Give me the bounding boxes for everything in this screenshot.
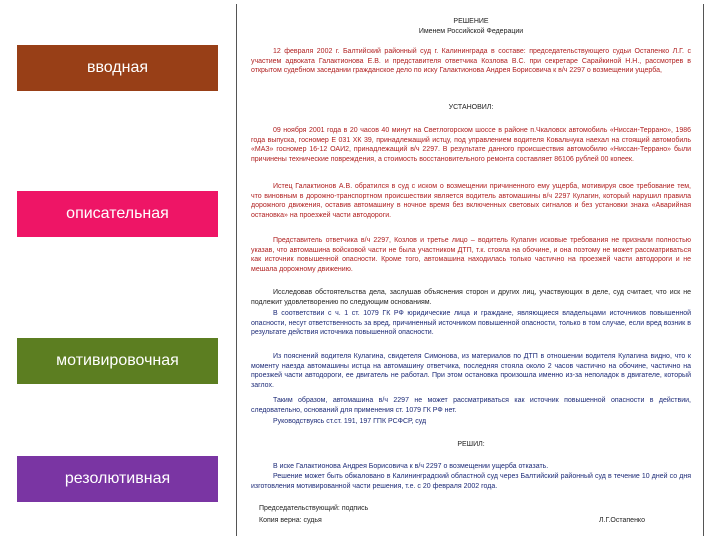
motivational-paragraph-4: Таким образом, автомашина в/ч 2297 не может рассматриваться как источник повышенной опасности в действии, следовательно, оснований для применения ст. 1079 ГК РФ нет. bbox=[251, 397, 691, 414]
resolutive-paragraph-2: Решение может быть обжаловано в Калининградский областной суд через Балтийский районный суд в течение 10 дней со дня изготовления мотивированной части решения, т.е. с 20 февраля 2002 года. bbox=[251, 473, 691, 490]
motivational-paragraph-5: Руководствуясь ст.ст. 191, 197 ГПК РСФСР, суд bbox=[273, 418, 427, 425]
signature-copy: Копия верна: судья bbox=[259, 517, 322, 524]
reshil-heading: РЕШИЛ: bbox=[457, 441, 485, 448]
section-label-descriptive: описательная bbox=[17, 191, 218, 237]
descriptive-paragraph-2: Истец Галактионов А.В. обратился в суд с иском о возмещении причиненного ему ущерба, мотивируя свое требование тем, что виновным в дорожно-транспортном происшествии является водитель автомашины в/ч 2297 Кулагин, который нарушил правила дорожного движения, оставив автомашину в ночное время без включенных световых сигналов и без установки знака «Аварийная остановка» на проезжей части автодороги. bbox=[251, 183, 691, 219]
signature-judge-name: Л.Г.Остапенко bbox=[599, 517, 645, 524]
section-label-resolutive: резолютивная bbox=[17, 456, 218, 502]
signature-presiding: Председательствующий: подпись bbox=[259, 505, 369, 512]
doc-subtitle: Именем Российской Федерации bbox=[418, 28, 524, 35]
motivational-paragraph-1: Исследовав обстоятельства дела, заслушав объяснения сторон и других лиц, участвующих в деле, суд считает, что иск не подлежит удовлетворению по следующим основаниям. bbox=[251, 289, 691, 306]
descriptive-paragraph-1: 09 ноября 2001 года в 20 часов 40 минут на Светлогорском шоссе в районе п.Чкаловск автомобиль «Ниссан-Террано», 1986 года выпуска, госномер Е 031 ХК 39, принадлежащий истцу, под управлением водителя Ковальчука наехал на стоящий автомобиль «МАЗ» госномер 16-12 ОАИ2, принадлежащий в/ч 2297. В результате данного происшествия автомобилю «Ниссан-Террано» были причинены технические повреждения, а стоимость восстановительного ремонта составляет 86106 рублей 00 копеек. bbox=[251, 127, 691, 163]
resolutive-paragraph-1: В иске Галактионова Андрея Борисовича к в/ч 2297 о возмещении ущерба отказать. bbox=[273, 463, 549, 470]
ustanovil-heading: УСТАНОВИЛ: bbox=[448, 104, 494, 111]
motivational-paragraph-2: В соответствии с ч. 1 ст. 1079 ГК РФ юридические лица и граждане, являющиеся владельцами источников повышенной опасности, несут ответственность за вред, причиненный источником повышенной опасности, только в том случае, если вред возник в результате действия источника повышенной опасности. bbox=[251, 310, 691, 336]
section-label-intro: вводная bbox=[17, 45, 218, 91]
doc-title: РЕШЕНИЕ bbox=[453, 18, 489, 25]
descriptive-paragraph-3: Представитель ответчика в/ч 2297, Козлов и третье лицо – водитель Кулагин исковые требования не признали полностью указав, что автомашина войсковой части не была участником ДТП, т.к. стояла на обочине, и она поэтому не может рассматриваться как источник повышенной опасности. Кроме того, автомашина находилась только частично на проезжей части автодороги и не мешала дорожному движению. bbox=[251, 237, 691, 273]
motivational-paragraph-3: Из пояснений водителя Кулагина, свидетеля Симонова, из материалов по ДТП в отношении водителя Кулагина видно, что к моменту наезда автомашины истца на автомашину ответчика, последняя стояла около 2 часов частично на обочине, частично на проезжей части автодороги, ее двигатель не работал. При этом остановка произошла именно из-за неполадок в двигателе, который заглох. bbox=[251, 353, 691, 389]
intro-paragraph: 12 февраля 2002 г. Балтийский районный суд г. Калининграда в составе: председательствующего судьи Остапенко Л.Г. с участием адвоката Галактионова Е.В. и представителя ответчика Козлова В.С. при секретаре Сарайкиной Н.Н., рассмотрев в открытом судебном заседании гражданское дело по иску Галактионова Андрея Борисовича к в/ч 2297 о возмещении ущерба, bbox=[251, 48, 691, 74]
section-label-motivational: мотивировочная bbox=[17, 338, 218, 384]
court-decision-document bbox=[236, 4, 704, 536]
